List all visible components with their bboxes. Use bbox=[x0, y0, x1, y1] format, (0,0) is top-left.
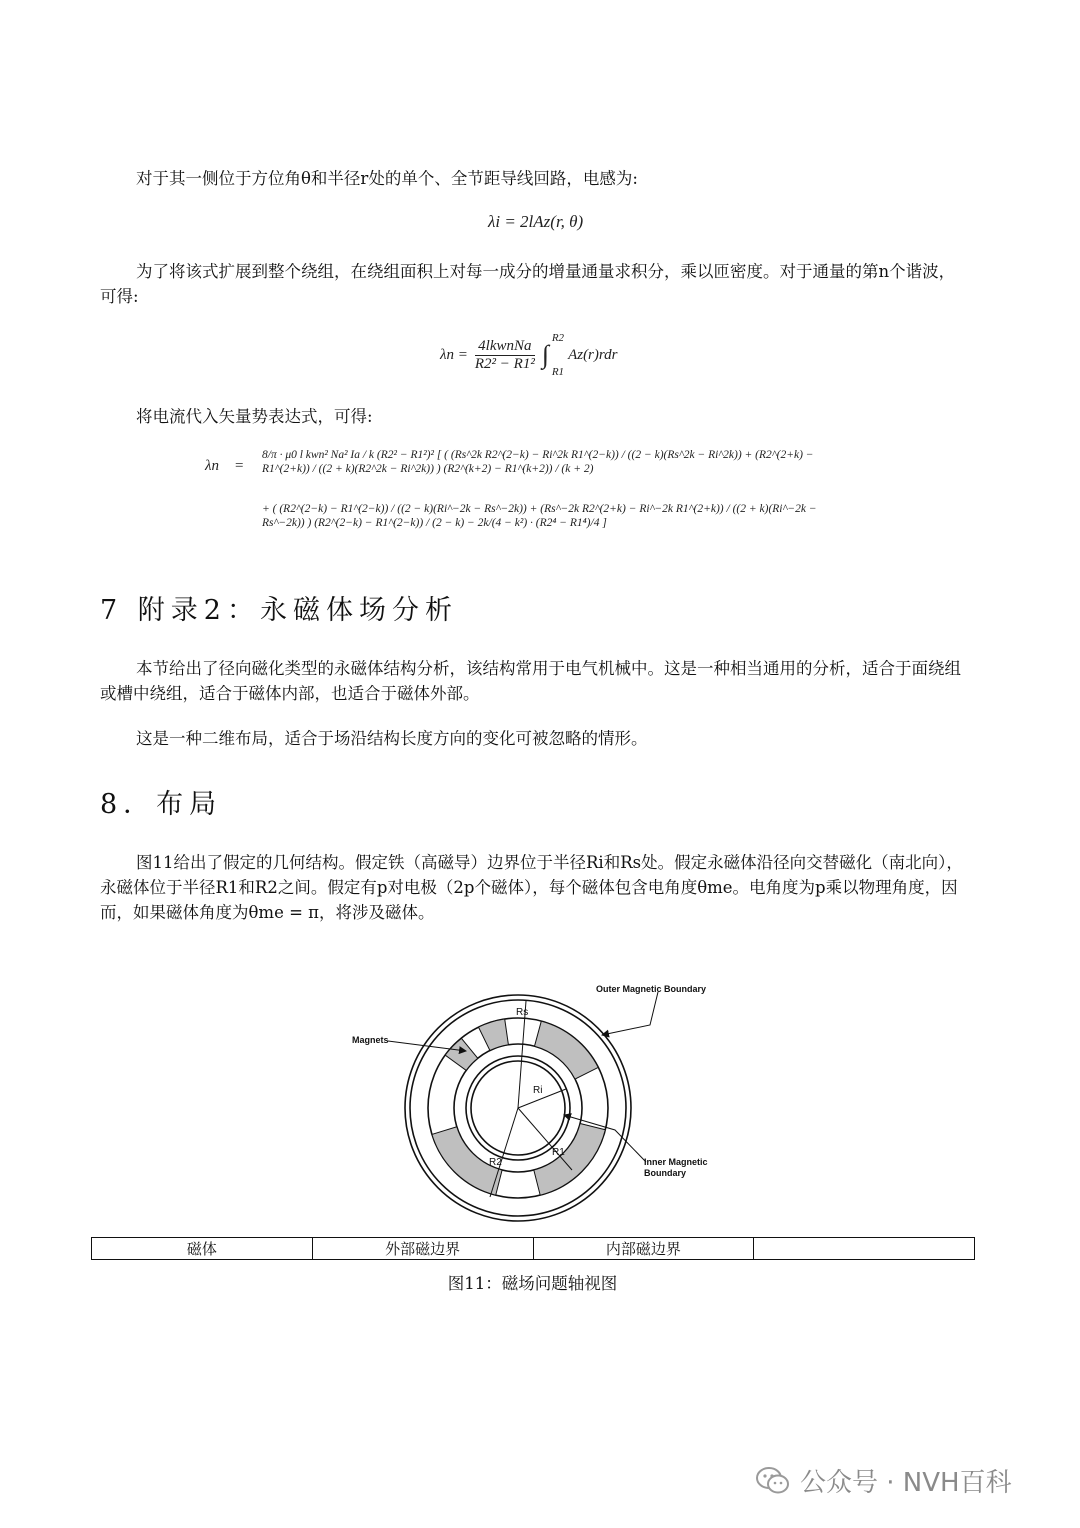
eq3-equals: = bbox=[235, 458, 244, 474]
magnet-segments bbox=[432, 1019, 605, 1195]
label-outer-boundary: Outer Magnetic Boundary bbox=[596, 984, 707, 994]
eq2-lhs: λn = bbox=[440, 346, 468, 363]
label-r1: R1 bbox=[552, 1147, 565, 1158]
eq3-lhs: λn bbox=[205, 458, 219, 474]
paragraph-geometry: 图11给出了假定的几何结构。假定铁（高磁导）边界位于半径Ri和Rs处。假定永磁体沿径向交替磁化（南北向），永磁体位于半径R1和R2之间。假定有p对电极（2p个磁体），每个磁体包含电角度θme。电角度为p乘以物理角度，因而，如果磁体角度为θme = π，将涉及磁体。 bbox=[100, 853, 963, 922]
magnet-segment bbox=[535, 1021, 599, 1079]
label-rs: Rs bbox=[516, 1007, 529, 1018]
paragraph-2d-layout: 这是一种二维布局，适合于场沿结构长度方向的变化可被忽略的情形。 bbox=[136, 729, 648, 748]
outer-boundary-leader-line bbox=[602, 992, 658, 1035]
eq3-line-2: + ( (R2^(2−k) − R1^(2−k)) / ((2 − k)(Ri^−2k − Rs^−2k)) + (Rs^−2k R2^(2+k) − Ri^−2k R1^(2+k)) / ((2 + k)(Ri^−2k − Rs^−2k)) ) (R2^(2−k) − R1^(2−k)) / (2 − k) − 2k/(4 − k²) · (R2⁴ − R1⁴)/4 ] bbox=[262, 503, 817, 529]
equation-flux-linkage bbox=[200, 444, 860, 556]
eq2-denominator: R2² − R1² bbox=[474, 355, 535, 372]
equation-harmonic-flux bbox=[440, 332, 618, 378]
section-heading-appendix-2: 7 附录2：永磁体场分析 bbox=[100, 595, 458, 626]
figure-magnetic-geometry bbox=[340, 965, 725, 1230]
table-cell-magnet: 磁体 bbox=[92, 1238, 313, 1260]
magnet-segment bbox=[479, 1019, 509, 1051]
label-r2: R2 bbox=[489, 1157, 502, 1168]
wechat-icon bbox=[756, 1466, 790, 1496]
figure-caption: 图11：磁场问题轴视图 bbox=[447, 1274, 618, 1293]
figure-label-table bbox=[91, 1237, 975, 1260]
eq2-numerator: 4lkwnNa bbox=[475, 338, 534, 356]
table-cell-empty bbox=[754, 1238, 975, 1260]
eq2-fraction bbox=[472, 338, 538, 373]
paragraph-loop-inductance: 对于其一侧位于方位角θ和半径r处的单个、全节距导线回路，电感为: bbox=[136, 169, 638, 188]
watermark bbox=[756, 1462, 1012, 1499]
watermark-text: 公众号 · NVH百科 bbox=[800, 1468, 1012, 1498]
label-ri: Ri bbox=[533, 1085, 543, 1096]
eq2-integrand: Az(r)rdr bbox=[568, 346, 618, 363]
paragraph-integrate-winding: 为了将该式扩展到整个绕组，在绕组面积上对每一成分的增量通量求积分，乘以匝密度。对于通量的第n个谐波，可得: bbox=[100, 262, 956, 306]
label-inner-boundary-line1: Inner Magnetic bbox=[644, 1157, 708, 1167]
eq2-integral: R2 ∫ R1 bbox=[541, 332, 565, 378]
table-cell-inner-boundary: 内部磁边界 bbox=[533, 1238, 754, 1260]
equation-loop-inductance: λi = 2lAz(r, θ) bbox=[488, 212, 584, 231]
section-heading-layout: 8．布局 bbox=[100, 789, 223, 820]
table-cell-outer-boundary: 外部磁边界 bbox=[312, 1238, 533, 1260]
paragraph-section-intro: 本节给出了径向磁化类型的永磁体结构分析，该结构常用于电气机械中。这是一种相当通用的分析，适合于面绕组或槽中绕组，适合于磁体内部，也适合于磁体外部。 bbox=[100, 659, 961, 703]
paragraph-substitute-current: 将电流代入矢量势表达式，可得: bbox=[136, 407, 373, 426]
label-inner-boundary-line2: Boundary bbox=[644, 1168, 687, 1178]
eq3-line-1: 8/π · μ0 l kwn² Na² Ia / k (R2² − R1²)² [ ( (Rs^2k R2^(2−k) − Ri^2k R1^(2−k)) / ((2 − k)(Rs^2k − Ri^2k)) + (R2^(2+k) − R1^(2+k)) / ((2 + k)(R2^2k − Ri^2k)) ) (R2^(k+2) − R1^(k+2)) / (k + 2) bbox=[262, 449, 814, 475]
radius-r2-line bbox=[490, 1108, 518, 1197]
label-magnets: Magnets bbox=[352, 1035, 389, 1045]
table-row bbox=[92, 1238, 975, 1260]
magnet-segment bbox=[445, 1038, 478, 1070]
